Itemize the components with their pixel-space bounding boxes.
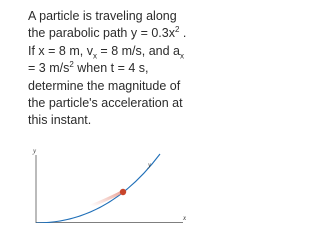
problem-line-3 (28, 43, 198, 60)
curve-label: y (148, 161, 152, 169)
given-time: when t = 4 s, (73, 61, 149, 76)
parabola-curve (36, 154, 160, 223)
problem-line-1: A particle is traveling along (28, 9, 177, 23)
vx-subscript: x (92, 51, 97, 61)
particle-dot (120, 189, 126, 195)
sentence-end: . (179, 26, 187, 41)
problem-line-2 (28, 25, 198, 42)
given-x-and-vx: If x = 8 m, v (28, 43, 93, 58)
given-vx-value: = 8 m/s, and a (96, 43, 180, 58)
parabolic-path-figure (0, 146, 200, 223)
x-axis-label: x (183, 214, 187, 222)
problem-statement (28, 8, 198, 130)
problem-line-5: determine the magnitude of (28, 78, 181, 93)
problem-line-4 (28, 60, 198, 77)
y-axis-label: y (33, 147, 37, 155)
path-equation-text: the parabolic path y = 0.3x (28, 26, 175, 41)
exponent: 2 (174, 25, 180, 35)
problem-line-7: this instant. (28, 113, 92, 128)
problem-line-6: the particle's acceleration at (28, 96, 183, 111)
ax-subscript: x (180, 51, 184, 61)
given-ax-value: = 3 m/s (28, 61, 70, 76)
units-exponent: 2 (69, 60, 74, 70)
